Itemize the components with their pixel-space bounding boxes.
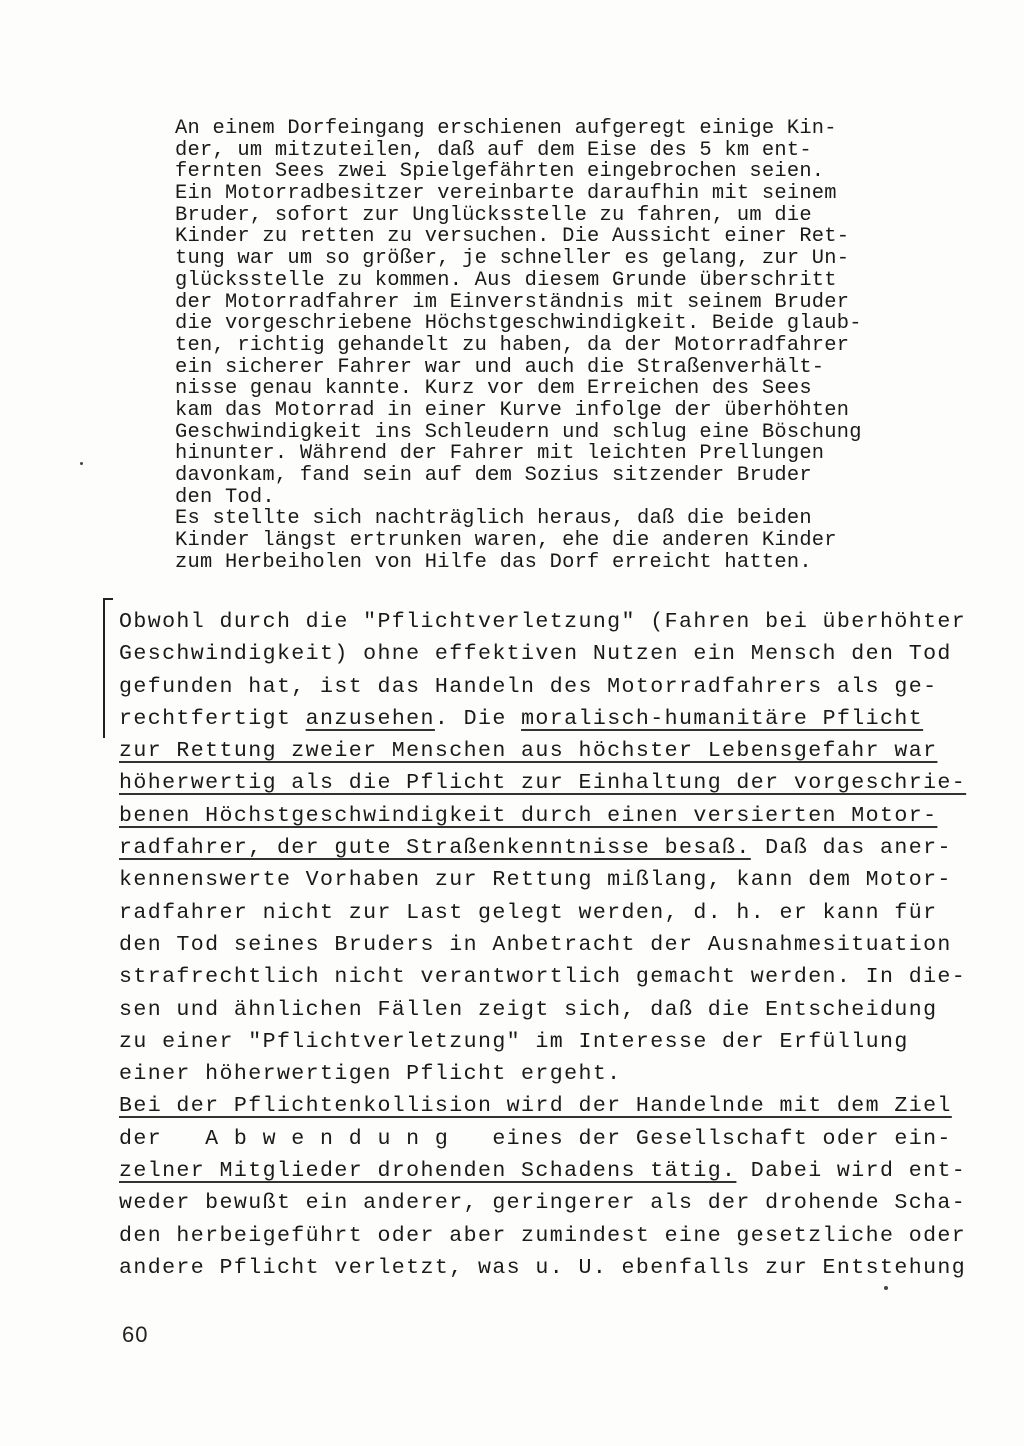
underlined-text: moralisch-humanitäre Pflicht xyxy=(521,706,924,731)
page-number: 60 xyxy=(122,1322,149,1347)
case-text-line: der Motorradfahrer im Einverständnis mit seinem Bruder xyxy=(175,290,850,314)
underlined-text: benen Höchstgeschwindigkeit durch einen versierten Motor- xyxy=(119,803,938,828)
case-text-line: Kinder zu retten zu versuchen. Die Aussicht einer Ret- xyxy=(175,225,850,249)
text-segment: einer höherwertigen Pflicht ergeht. xyxy=(119,1062,622,1087)
case-text-line: An einem Dorfeingang erschienen aufgeregt einige Kin- xyxy=(175,117,837,140)
body-text-line xyxy=(119,638,952,670)
case-text-line: den Tod. xyxy=(175,485,275,509)
text-segment: radfahrer nicht zur Last gelegt werden, d. h. er kann für xyxy=(119,900,938,925)
text-segment: sen und ähnlichen Fällen zeigt sich, daß die Entscheidung xyxy=(119,997,938,1022)
underlined-text: radfahrer, der gute Straßenkenntnisse besaß. xyxy=(119,836,751,861)
case-text-line: Geschwindigkeit ins Schleudern und schlug eine Böschung xyxy=(175,420,862,444)
body-text-line xyxy=(119,1123,952,1155)
case-text-line: die vorgeschriebene Höchstgeschwindigkeit. Beide glaub- xyxy=(175,312,862,336)
body-text-line xyxy=(119,800,938,832)
text-segment: . Die xyxy=(434,706,522,731)
body-text-line xyxy=(119,994,938,1026)
case-text-line: Bruder, sofort zur Unglücksstelle zu fahren, um die xyxy=(175,203,812,227)
text-segment: weder bewußt ein anderer, geringerer als der drohende Scha- xyxy=(119,1191,967,1216)
stray-dot-mark xyxy=(884,1286,888,1290)
case-text-line: Ein Motorradbesitzer vereinbarte daraufhin mit seinem xyxy=(175,182,837,206)
case-text-line: zum Herbeiholen von Hilfe das Dorf erreicht hatten. xyxy=(175,550,812,574)
underlined-text: Bei der Pflichtenkollision wird der Handelnde mit dem Ziel xyxy=(119,1094,952,1119)
body-text-line xyxy=(119,864,952,896)
case-text-line: glücksstelle zu kommen. Aus diesem Grunde überschritt xyxy=(175,268,837,292)
text-segment: der A b w e n d u n g eines der Gesellschaft oder ein- xyxy=(119,1126,952,1151)
case-text-line: kam das Motorrad in einer Kurve infolge der überhöhten xyxy=(175,398,850,422)
stray-dot-mark xyxy=(80,462,83,465)
text-segment: strafrechtlich nicht verantwortlich gemacht werden. In die- xyxy=(119,965,967,990)
case-example-block xyxy=(175,118,915,573)
margin-bracket-mark xyxy=(103,598,117,738)
text-segment: den herbeigeführt oder aber zumindest eine gesetzliche oder xyxy=(119,1223,967,1248)
body-text-line xyxy=(119,832,952,864)
case-text-line: ein sicherer Fahrer war und auch die Straßenverhält- xyxy=(175,355,825,379)
underlined-text: anzusehen xyxy=(305,706,435,731)
body-text-line xyxy=(119,767,967,799)
text-segment: Obwohl durch die "Pflichtverletzung" (Fahren bei überhöhter xyxy=(119,610,967,634)
body-text-line xyxy=(119,1220,967,1252)
body-text-line xyxy=(119,961,967,993)
case-text-line: davonkam, fand sein auf dem Sozius sitzender Bruder xyxy=(175,464,812,487)
underlined-text: höherwertig als die Pflicht zur Einhaltung der vorgeschrie- xyxy=(119,771,967,796)
case-text-line: Es stellte sich nachträglich heraus, daß die beiden xyxy=(175,507,812,531)
text-segment: rechtfertigt xyxy=(119,706,306,731)
body-text-line xyxy=(119,1187,967,1219)
body-text-block xyxy=(119,606,967,1284)
case-text-line: fernten Sees zwei Spielgefährten eingebrochen seien. xyxy=(175,160,825,184)
text-segment: zu einer "Pflichtverletzung" im Interesse der Erfüllung xyxy=(119,1029,909,1054)
body-text-line xyxy=(119,1252,967,1284)
body-text-line xyxy=(119,735,938,767)
text-segment: den Tod seines Bruders in Anbetracht der Ausnahmesituation xyxy=(119,932,952,957)
body-text-line xyxy=(119,606,967,638)
body-text-line xyxy=(119,1155,967,1187)
body-text-line xyxy=(119,671,938,703)
case-text-line: der, um mitzuteilen, daß auf dem Eise des 5 km ent- xyxy=(175,138,812,162)
body-text-line xyxy=(119,1058,919,1090)
underlined-text: zelner Mitglieder drohenden Schadens tätig. xyxy=(119,1159,737,1184)
text-segment: Geschwindigkeit) ohne effektiven Nutzen ein Mensch den Tod xyxy=(119,642,952,667)
body-text-line xyxy=(119,929,952,961)
case-text-line: ten, richtig gehandelt zu haben, da der Motorradfahrer xyxy=(175,333,850,357)
case-text-line: nisse genau kannte. Kurz vor dem Erreichen des Sees xyxy=(175,377,812,401)
case-text-line: tung war um so größer, je schneller es gelang, zur Un- xyxy=(175,247,850,271)
text-segment: kennenswerte Vorhaben zur Rettung mißlang, kann dem Motor- xyxy=(119,868,952,893)
text-segment: Daß das aner- xyxy=(750,836,952,861)
body-text-line xyxy=(119,1090,952,1122)
text-segment: Dabei wird ent- xyxy=(736,1159,967,1184)
body-text-line xyxy=(119,897,938,929)
case-text-line: hinunter. Während der Fahrer mit leichten Prellungen xyxy=(175,442,825,466)
text-segment: andere Pflicht verletzt, was u. U. ebenfalls zur Entstehung xyxy=(119,1255,967,1280)
body-text-line xyxy=(119,703,924,735)
text-segment: gefunden hat, ist das Handeln des Motorradfahrers als ge- xyxy=(119,674,938,699)
case-text-line: Kinder längst ertrunken waren, ehe die anderen Kinder xyxy=(175,529,837,553)
body-text-line xyxy=(119,1026,919,1058)
underlined-text: zur Rettung zweier Menschen aus höchster Lebensgefahr war xyxy=(119,739,938,764)
